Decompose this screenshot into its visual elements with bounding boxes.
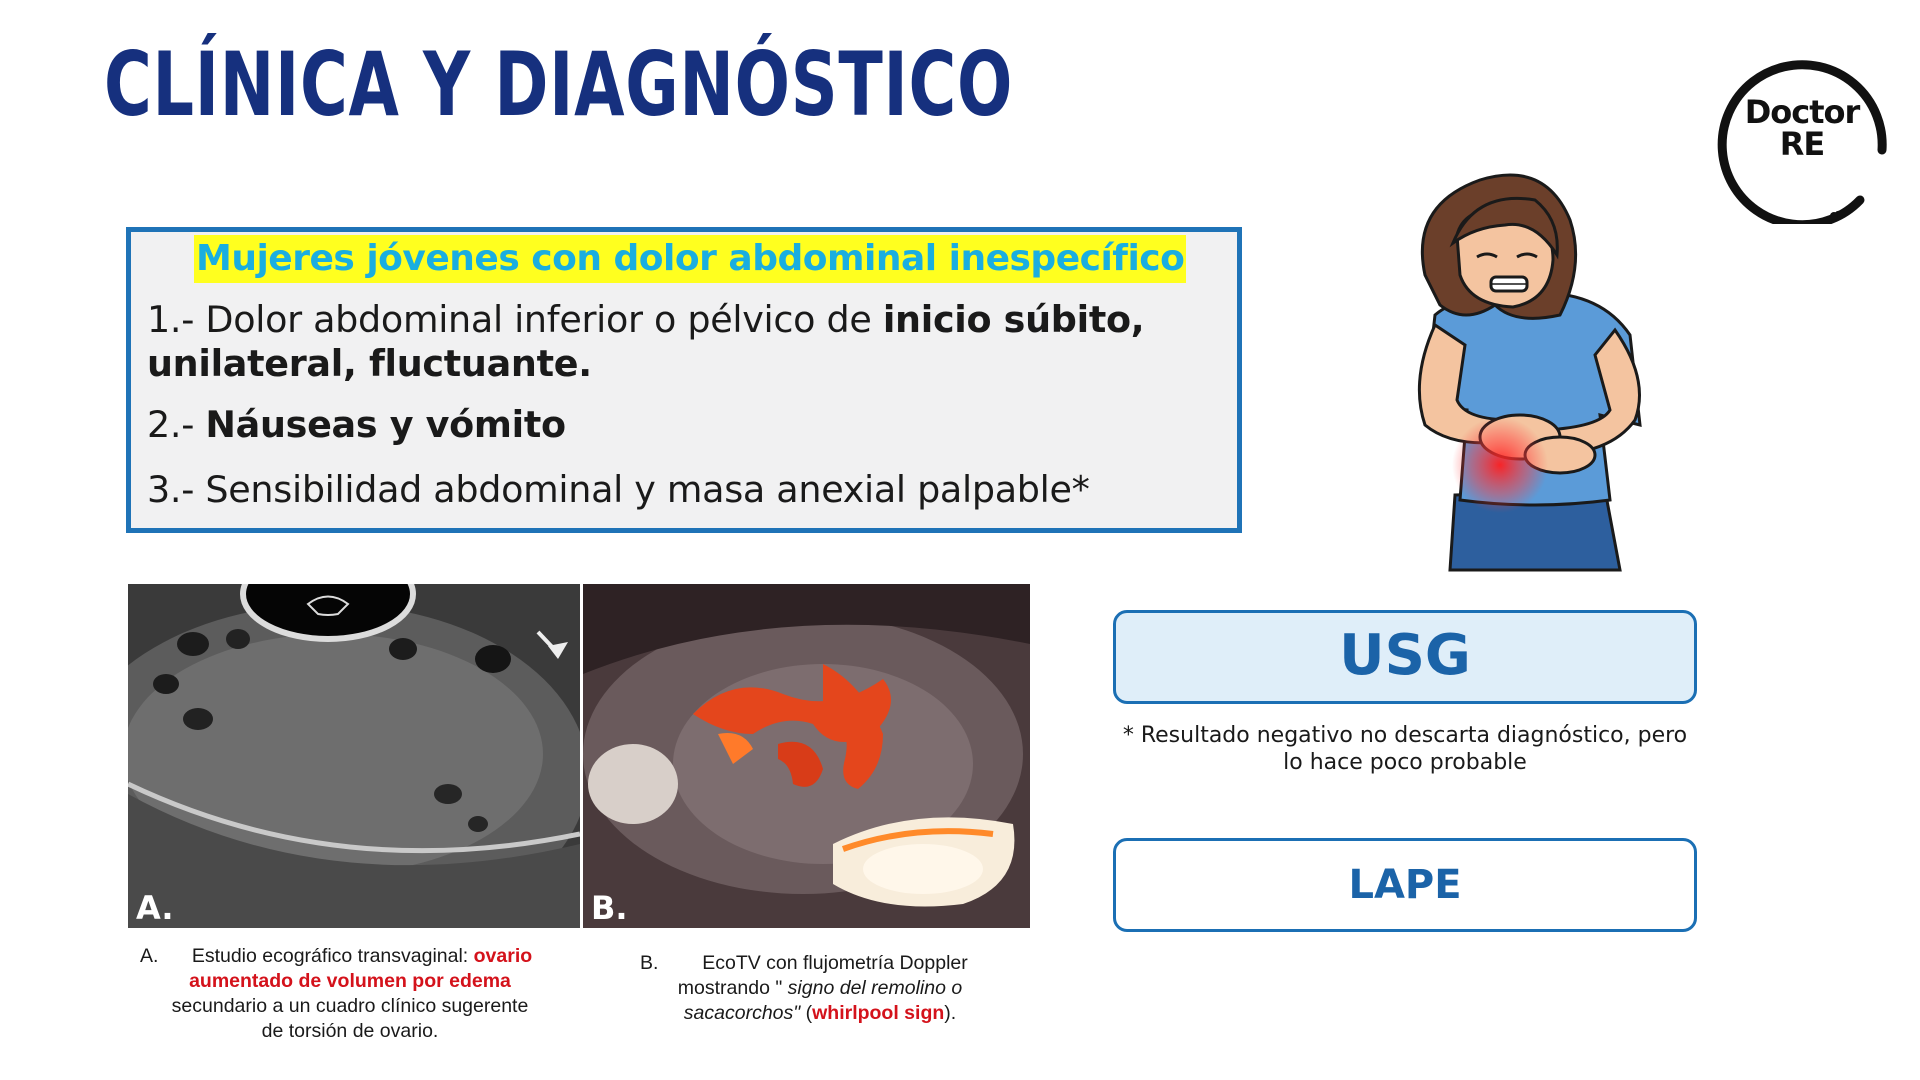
- criterion-1: [147, 298, 1207, 386]
- transvaginal-ultrasound-image: [128, 584, 580, 928]
- lape-button[interactable]: LAPE: [1113, 838, 1697, 932]
- usg-footnote-line-2: lo hace poco probable: [1283, 750, 1527, 775]
- woman-abdominal-pain-icon: [1395, 165, 1675, 575]
- clinical-criteria-box: [126, 227, 1242, 533]
- page-title: CLÍNICA Y DIAGNÓSTICO: [104, 33, 1014, 136]
- criterion-2-bold: Náuseas y vómito: [205, 403, 566, 446]
- doctor-re-logo: [1710, 40, 1894, 224]
- criterion-3-text: 3.- Sensibilidad abdominal y masa anexial palpable*: [147, 468, 1090, 511]
- ultrasound-image-b: [583, 584, 1030, 928]
- caption-b-line-2: [640, 976, 1000, 1001]
- caption-b-highlight: whirlpool sign: [812, 1002, 945, 1024]
- caption-a-number: A.: [140, 945, 159, 967]
- caption-a-text-1: Estudio ecográfico transvaginal:: [191, 945, 474, 967]
- caption-a-text-3: de torsión de ovario.: [261, 1020, 439, 1042]
- logo-line-1: Doctor: [1744, 93, 1860, 131]
- caption-a-highlight-1: ovario: [473, 945, 533, 967]
- ultrasound-figure: [128, 584, 1030, 928]
- caption-b-line-3: [640, 1001, 1000, 1026]
- caption-a-text-2: secundario a un cuadro clínico sugerente: [171, 995, 529, 1017]
- woman-abdominal-pain-illustration: [1395, 165, 1675, 575]
- caption-b-text-1: EcoTV con flujometría Doppler: [702, 952, 968, 974]
- usg-footnote-line-1: * Resultado negativo no descarta diagnóstico, pero: [1122, 723, 1688, 748]
- caption-b-text-3: (: [800, 1002, 813, 1024]
- criterion-2: [147, 403, 566, 447]
- criterion-3: [147, 468, 1090, 512]
- caption-b-number: B.: [640, 952, 659, 974]
- ultrasound-image-a: [128, 584, 580, 928]
- usg-footnote: [1080, 722, 1730, 776]
- caption-b-italic-1: signo del remolino o: [782, 977, 963, 999]
- criteria-heading: Mujeres jóvenes con dolor abdominal inespecífico: [194, 235, 1186, 283]
- doppler-ultrasound-image: [583, 584, 1030, 928]
- usg-button[interactable]: USG: [1113, 610, 1697, 704]
- caption-b-text-4: ).: [944, 1002, 957, 1024]
- caption-b: [640, 951, 1000, 1026]
- caption-a: [140, 944, 560, 1044]
- criterion-2-text: 2.-: [147, 403, 206, 446]
- image-a-label: A.: [136, 889, 174, 927]
- criterion-1-text: 1.- Dolor abdominal inferior o pélvico de: [147, 298, 883, 341]
- image-b-label: B.: [591, 889, 628, 927]
- caption-b-text-2: mostrando ": [677, 977, 783, 999]
- criterion-1-bold: inicio súbito, unilateral, fluctuante.: [147, 298, 1145, 385]
- caption-a-line-1: [140, 944, 560, 969]
- caption-b-italic-2: sacacorchos": [683, 1002, 801, 1024]
- logo-text: [1710, 93, 1894, 163]
- logo-line-2: RE: [1779, 125, 1825, 163]
- caption-a-highlight-2: aumentado de volumen por edema: [189, 970, 511, 992]
